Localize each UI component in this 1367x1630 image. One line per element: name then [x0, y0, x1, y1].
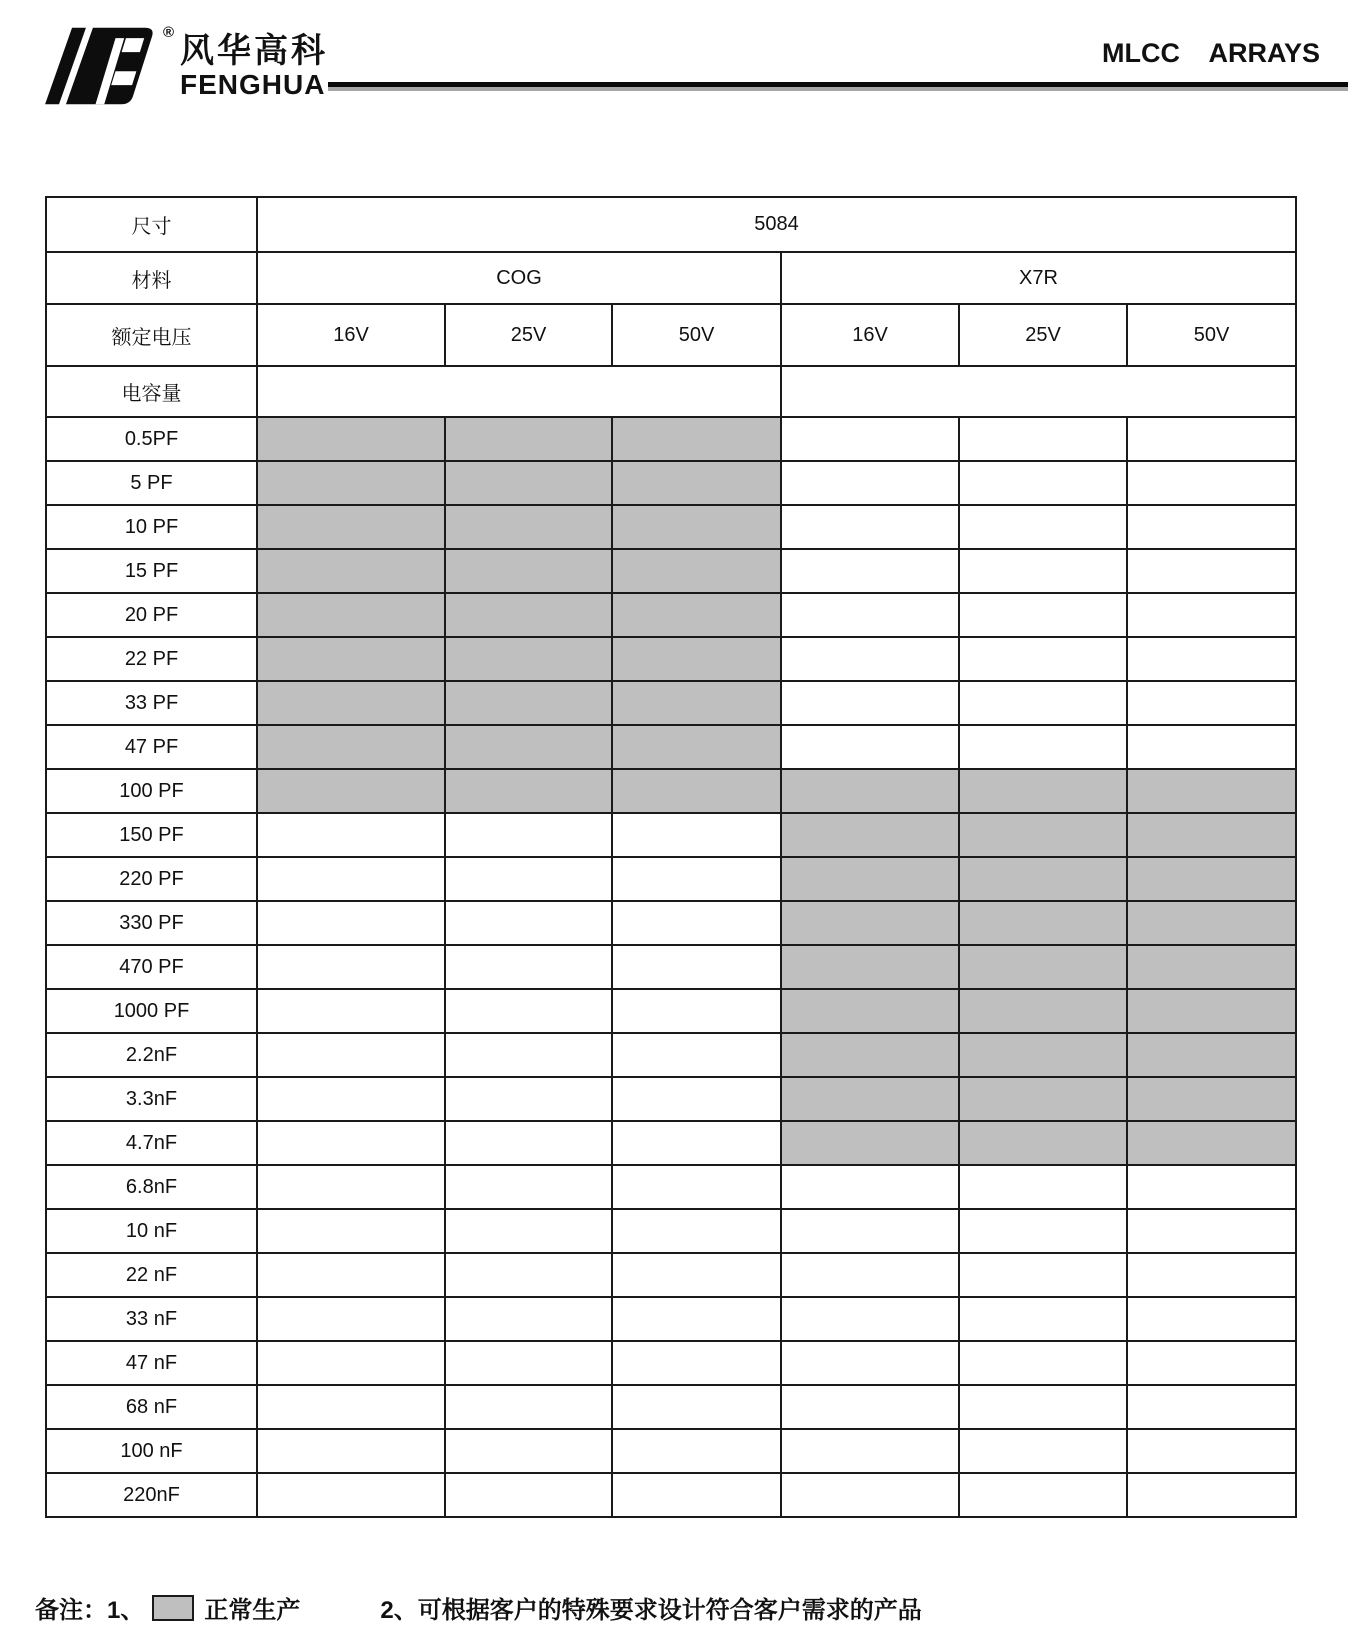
empty-cell [1127, 1429, 1296, 1473]
empty-cell [612, 1165, 781, 1209]
note-item2 [380, 1590, 921, 1625]
empty-cell [1127, 1165, 1296, 1209]
available-cell [1127, 1033, 1296, 1077]
empty-cell [781, 1165, 959, 1209]
capacitance-value-label: 100 nF [46, 1429, 257, 1473]
available-cell [445, 417, 612, 461]
empty-cell [612, 945, 781, 989]
available-cell [959, 1121, 1127, 1165]
empty-cell [445, 1385, 612, 1429]
capacitance-value-label: 150 PF [46, 813, 257, 857]
available-cell [1127, 901, 1296, 945]
capacitance-row [46, 1385, 1296, 1429]
empty-cell [445, 1121, 612, 1165]
capacitance-value-label: 47 PF [46, 725, 257, 769]
capacitance-row [46, 461, 1296, 505]
capacitance-row [46, 1253, 1296, 1297]
empty-cell [445, 901, 612, 945]
empty-cell [959, 681, 1127, 725]
available-cell [445, 549, 612, 593]
empty-cell [445, 1253, 612, 1297]
empty-cell [1127, 593, 1296, 637]
empty-cell [612, 1297, 781, 1341]
empty-cell [445, 1209, 612, 1253]
material-cog: COG [257, 252, 781, 304]
capacitance-value-label: 10 PF [46, 505, 257, 549]
voltage-cell: 25V [445, 304, 612, 366]
capacitance-value-label: 1000 PF [46, 989, 257, 1033]
empty-cell [781, 549, 959, 593]
capacitance-value-label: 100 PF [46, 769, 257, 813]
divider-gray-bar [328, 87, 1348, 91]
empty-cell [959, 725, 1127, 769]
logo-english-name: FENGHUA [180, 69, 326, 100]
available-cell [959, 1077, 1127, 1121]
empty-cell [257, 1385, 445, 1429]
available-cell [612, 505, 781, 549]
available-cell [445, 505, 612, 549]
available-cell [612, 637, 781, 681]
capacitance-value-label: 470 PF [46, 945, 257, 989]
empty-cell [1127, 681, 1296, 725]
capacitance-row [46, 1473, 1296, 1517]
capacitance-value-label: 22 nF [46, 1253, 257, 1297]
available-cell [445, 725, 612, 769]
available-cell [1127, 1077, 1296, 1121]
empty-cell [445, 813, 612, 857]
empty-cell [445, 1297, 612, 1341]
empty-cell [1127, 725, 1296, 769]
capacitance-value-label: 3.3nF [46, 1077, 257, 1121]
empty-cell [1127, 549, 1296, 593]
capacitance-value-label: 220 PF [46, 857, 257, 901]
empty-cell [257, 1473, 445, 1517]
available-cell [959, 989, 1127, 1033]
empty-cell [257, 1341, 445, 1385]
empty-cell [959, 417, 1127, 461]
empty-cell [1127, 1473, 1296, 1517]
empty-cell [1127, 417, 1296, 461]
empty-cell [257, 1297, 445, 1341]
empty-cell [612, 1033, 781, 1077]
empty-cell [612, 1473, 781, 1517]
empty-cell [781, 1341, 959, 1385]
available-cell [257, 505, 445, 549]
note-item2-text: 可根据客户的特殊要求设计符合客户需求的产品 [417, 1597, 922, 1624]
fenghua-logo-mark-icon [40, 24, 174, 106]
capacitance-value-label: 68 nF [46, 1385, 257, 1429]
empty-cell [445, 989, 612, 1033]
capacitance-row [46, 549, 1296, 593]
voltage-row [46, 304, 1296, 366]
empty-cell [445, 1165, 612, 1209]
capacitance-row [46, 681, 1296, 725]
available-cell [781, 813, 959, 857]
empty-cell [612, 1077, 781, 1121]
empty-cell [959, 549, 1127, 593]
empty-cell [257, 366, 781, 417]
available-cell [781, 857, 959, 901]
empty-cell [612, 1121, 781, 1165]
available-cell [1127, 813, 1296, 857]
empty-cell [781, 417, 959, 461]
empty-cell [781, 1209, 959, 1253]
capacitance-value-label: 33 nF [46, 1297, 257, 1341]
capacitance-value-label: 330 PF [46, 901, 257, 945]
empty-cell [257, 1209, 445, 1253]
available-cell [257, 593, 445, 637]
capacitance-value-label: 10 nF [46, 1209, 257, 1253]
empty-cell [1127, 505, 1296, 549]
empty-cell [781, 637, 959, 681]
empty-cell [257, 1429, 445, 1473]
available-cell [1127, 857, 1296, 901]
capacitance-row [46, 1165, 1296, 1209]
available-cell [445, 461, 612, 505]
empty-cell [612, 989, 781, 1033]
capacitance-row [46, 1341, 1296, 1385]
available-cell [612, 681, 781, 725]
capacitance-value-label: 47 nF [46, 1341, 257, 1385]
empty-cell [257, 813, 445, 857]
empty-cell [781, 505, 959, 549]
note-item1-index: 1、 [107, 1597, 145, 1624]
empty-cell [959, 461, 1127, 505]
available-cell [781, 1077, 959, 1121]
empty-cell [781, 1253, 959, 1297]
available-cell [257, 637, 445, 681]
capacitance-row [46, 769, 1296, 813]
empty-cell [781, 725, 959, 769]
note-label: 备注： [35, 1597, 107, 1624]
empty-cell [445, 1473, 612, 1517]
available-cell [445, 769, 612, 813]
capacitance-value-label: 0.5PF [46, 417, 257, 461]
capacitance-row [46, 813, 1296, 857]
available-cell [612, 593, 781, 637]
registered-trademark-icon: ® [162, 24, 174, 41]
empty-cell [612, 1253, 781, 1297]
available-cell [959, 769, 1127, 813]
empty-cell [781, 461, 959, 505]
empty-cell [612, 1341, 781, 1385]
footer-note [35, 1590, 922, 1625]
voltage-cell: 50V [612, 304, 781, 366]
empty-cell [612, 1429, 781, 1473]
available-cell [612, 549, 781, 593]
empty-cell [781, 1385, 959, 1429]
available-cell [959, 945, 1127, 989]
material-row [46, 252, 1296, 304]
empty-cell [257, 901, 445, 945]
capacitance-value-label: 5 PF [46, 461, 257, 505]
capacitance-row [46, 637, 1296, 681]
voltage-cell: 50V [1127, 304, 1296, 366]
capacitance-row [46, 901, 1296, 945]
available-cell [959, 901, 1127, 945]
available-cell [257, 417, 445, 461]
size-value: 5084 [257, 197, 1296, 252]
available-cell [257, 549, 445, 593]
available-cell [781, 769, 959, 813]
normal-production-swatch [152, 1595, 194, 1621]
capacitance-value-label: 15 PF [46, 549, 257, 593]
capacitance-label-header: 电容量 [46, 366, 257, 417]
empty-cell [959, 1429, 1127, 1473]
capacitance-row [46, 1429, 1296, 1473]
capacitance-row [46, 1033, 1296, 1077]
empty-cell [612, 1209, 781, 1253]
empty-cell [257, 989, 445, 1033]
capacitance-value-label: 22 PF [46, 637, 257, 681]
empty-cell [1127, 1253, 1296, 1297]
logo [40, 26, 328, 106]
capacitance-value-label: 220nF [46, 1473, 257, 1517]
empty-cell [1127, 461, 1296, 505]
available-cell [781, 901, 959, 945]
note-item2-index: 2、 [380, 1597, 418, 1624]
empty-cell [612, 901, 781, 945]
available-cell [612, 417, 781, 461]
empty-cell [781, 681, 959, 725]
empty-cell [959, 1341, 1127, 1385]
empty-cell [781, 366, 1296, 417]
available-cell [781, 989, 959, 1033]
capacitance-row [46, 505, 1296, 549]
capacitance-row [46, 945, 1296, 989]
empty-cell [445, 1341, 612, 1385]
voltage-cell: 25V [959, 304, 1127, 366]
available-cell [257, 725, 445, 769]
capacitance-value-label: 20 PF [46, 593, 257, 637]
available-cell [959, 813, 1127, 857]
empty-cell [257, 1121, 445, 1165]
capacitance-row [46, 857, 1296, 901]
empty-cell [781, 1473, 959, 1517]
voltage-cell: 16V [257, 304, 445, 366]
capacitance-row [46, 1077, 1296, 1121]
empty-cell [959, 1165, 1127, 1209]
available-cell [445, 593, 612, 637]
empty-cell [781, 593, 959, 637]
empty-cell [781, 1297, 959, 1341]
capacitance-row [46, 1297, 1296, 1341]
size-label: 尺寸 [46, 197, 257, 252]
empty-cell [959, 1297, 1127, 1341]
material-label: 材料 [46, 252, 257, 304]
available-cell [1127, 1121, 1296, 1165]
empty-cell [445, 1077, 612, 1121]
empty-cell [1127, 1341, 1296, 1385]
available-cell [781, 1121, 959, 1165]
capacitance-row [46, 989, 1296, 1033]
empty-cell [445, 857, 612, 901]
capacitance-value-label: 2.2nF [46, 1033, 257, 1077]
empty-cell [445, 1033, 612, 1077]
empty-cell [445, 1429, 612, 1473]
empty-cell [1127, 1297, 1296, 1341]
available-cell [781, 945, 959, 989]
available-cell [257, 769, 445, 813]
capacitance-row [46, 1121, 1296, 1165]
empty-cell [781, 1429, 959, 1473]
voltage-cell: 16V [781, 304, 959, 366]
available-cell [781, 1033, 959, 1077]
empty-cell [959, 1209, 1127, 1253]
empty-cell [959, 1253, 1127, 1297]
capacitance-value-label: 33 PF [46, 681, 257, 725]
capacitance-row [46, 593, 1296, 637]
empty-cell [959, 1473, 1127, 1517]
available-cell [612, 461, 781, 505]
capacitance-value-label: 4.7nF [46, 1121, 257, 1165]
logo-chinese-name: 风华高科 [180, 32, 328, 70]
empty-cell [612, 857, 781, 901]
empty-cell [445, 945, 612, 989]
empty-cell [257, 857, 445, 901]
capacitance-value-label: 6.8nF [46, 1165, 257, 1209]
empty-cell [959, 637, 1127, 681]
available-cell [445, 637, 612, 681]
capacitance-row [46, 1209, 1296, 1253]
empty-cell [257, 1253, 445, 1297]
page-title: MLCC ARRAYS [1101, 38, 1320, 68]
available-cell [959, 857, 1127, 901]
available-cell [257, 461, 445, 505]
header-divider [328, 82, 1348, 91]
available-cell [1127, 989, 1296, 1033]
available-cell [257, 681, 445, 725]
empty-cell [612, 813, 781, 857]
empty-cell [1127, 1385, 1296, 1429]
capacitance-row [46, 417, 1296, 461]
voltage-label: 额定电压 [46, 304, 257, 366]
empty-cell [1127, 1209, 1296, 1253]
available-cell [612, 769, 781, 813]
capacitance-availability-table [45, 196, 1297, 1518]
empty-cell [257, 1165, 445, 1209]
empty-cell [612, 1385, 781, 1429]
empty-cell [257, 1077, 445, 1121]
empty-cell [257, 1033, 445, 1077]
note-item1-text: 正常生产 [204, 1597, 301, 1624]
available-cell [1127, 769, 1296, 813]
available-cell [612, 725, 781, 769]
material-x7r: X7R [781, 252, 1296, 304]
empty-cell [959, 505, 1127, 549]
available-cell [959, 1033, 1127, 1077]
capacitance-header-row [46, 366, 1296, 417]
available-cell [445, 681, 612, 725]
available-cell [1127, 945, 1296, 989]
empty-cell [959, 593, 1127, 637]
empty-cell [257, 945, 445, 989]
empty-cell [959, 1385, 1127, 1429]
capacitance-row [46, 725, 1296, 769]
empty-cell [1127, 637, 1296, 681]
size-row [46, 197, 1296, 252]
logo-text [180, 26, 328, 99]
